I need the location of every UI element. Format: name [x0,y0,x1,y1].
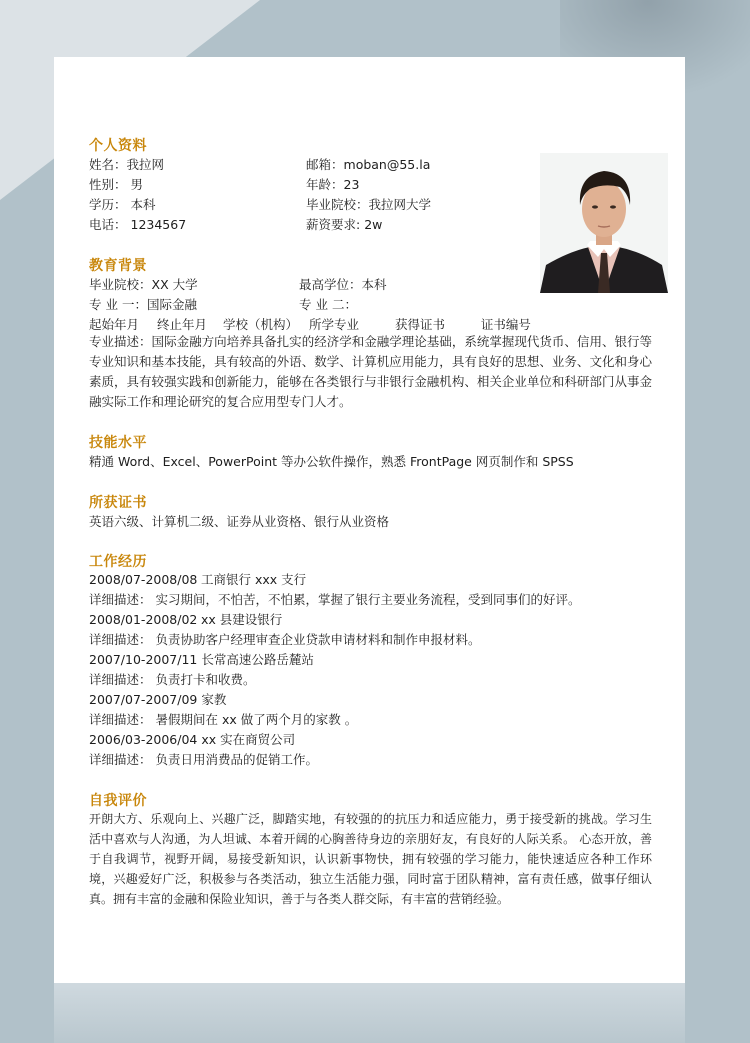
edu-degree [299,275,387,295]
field-label: 专 业 一： [89,297,147,312]
period: 2007/07-2007/09 [89,692,198,707]
section-title-work: 工作经历 [89,554,147,570]
section-title-skills: 技能水平 [89,435,147,451]
field-salary [306,215,382,235]
field-label: 毕业院校： [89,277,152,292]
field-value: 23 [343,177,360,192]
work-entry-period [89,570,306,590]
org: 工商银行 xxx 支行 [201,572,307,587]
field-value: 本科 [361,277,387,292]
col-end: 终止年月 [156,317,207,332]
field-value: 我拉网 [126,157,165,172]
work-entry-period [89,610,282,630]
field-email [306,155,430,175]
field-label: 专 业 二： [299,297,357,312]
profile-photo [540,153,668,293]
field-value: moban@55.la [343,157,431,172]
period: 2006/03-2006/04 [89,732,198,747]
certificates-text: 英语六级、计算机二级、证券从业资格、银行从业资格 [89,514,390,529]
col-cert-number: 证书编号 [480,317,531,332]
work-entry-period [89,650,314,670]
col-start: 起始年月 [89,317,140,332]
field-label: 最高学位： [299,277,362,292]
field-education [89,195,156,215]
work-entry-detail: 详细描述： 负责协助客户经理审查企业贷款申请材料和制作申报材料。 [89,632,481,647]
field-value: 男 [126,177,143,192]
field-value: 国际金融 [146,297,197,312]
self-eval-text: 开朗大方、乐观向上、兴趣广泛，脚踏实地，有较强的的抗压力和适应能力，勇于接受新的挑战。学习生活中喜欢与人沟通，为人坦诚、本着开阔的心胸善待身边的亲朋好友，有良好的人际关系。 心态开放，善于自我调节，视野开阔，易接受新知识，认识新事物快，拥有较强的学习能力，能快速适应各种工作环境，兴趣爱好广泛，积极参与各类活动，独立生活能力强，同时富于团队精神，富有责任感，做事仔细认真。拥有丰富的金融和保险业知识，善于与各类人群交际，有丰富的营销经验。 [89,812,652,906]
field-label: 薪资要求: [306,217,365,232]
field-phone [89,215,186,235]
field-value: XX 大学 [151,277,198,292]
field-value: 本科 [126,197,156,212]
section-title-education: 教育背景 [89,258,147,274]
field-name [89,155,164,175]
field-label: 性别： [89,177,127,192]
person-portrait-icon [540,153,668,293]
col-major: 所学专业 [308,317,359,332]
page-footer-band [54,983,685,1043]
edu-school [89,275,198,295]
col-school: 学校（机构） [222,317,298,332]
field-value: 1234567 [126,217,187,232]
field-label: 毕业院校： [306,197,369,212]
field-label: 姓名： [89,157,127,172]
period: 2007/10-2007/11 [89,652,198,667]
org: 长常高速公路岳麓站 [201,652,314,667]
section-title-personal: 个人资料 [89,138,147,154]
field-age [306,175,359,195]
org: xx 县建设银行 [201,612,283,627]
field-label: 学历： [89,197,127,212]
work-entry-period [89,730,295,750]
section-title-certificates: 所获证书 [89,495,147,511]
field-label: 邮箱： [306,157,344,172]
field-value: 2w [364,217,383,232]
skills-text: 精通 Word、Excel、PowerPoint 等办公软件操作，熟悉 FrontPage 网页制作和 SPSS [89,454,574,469]
edu-major2 [299,295,357,315]
resume-page [54,57,685,983]
field-label: 年龄： [306,177,344,192]
col-certificate: 获得证书 [394,317,445,332]
work-entry-period [89,690,226,710]
period: 2008/01-2008/02 [89,612,198,627]
field-gender [89,175,143,195]
period: 2008/07-2008/08 [89,572,198,587]
work-entry-detail: 详细描述： 负责打卡和收费。 [89,672,256,687]
edu-description: 专业描述：国际金融方向培养具备扎实的经济学和金融学理论基础，系统掌握现代货币、信用、银行等专业知识和基本技能，具有较高的外语、数学、计算机应用能力，具有良好的思想、业务、文化和身心素质，具有较强实践和创新能力，能够在各类银行与非银行金融机构、相关企业单位和科研部门从事金融实际工作和理论研究的复合应用型专门人才。 [89,334,652,409]
field-value: 我拉网大学 [368,197,432,212]
org: 家教 [201,692,227,707]
work-entry-detail: 详细描述： 暑假期间在 xx 做了两个月的家教 。 [89,712,358,727]
edu-major1 [89,295,197,315]
work-entry-detail: 详细描述： 实习期间，不怕苦，不怕累，掌握了银行主要业务流程，受到同事们的好评。 [89,592,581,607]
org: xx 实在商贸公司 [201,732,296,747]
section-title-self-eval: 自我评价 [89,793,147,809]
work-entry-detail: 详细描述： 负责日用消费品的促销工作。 [89,752,318,767]
field-school [306,195,431,215]
field-label: 电话： [89,217,127,232]
